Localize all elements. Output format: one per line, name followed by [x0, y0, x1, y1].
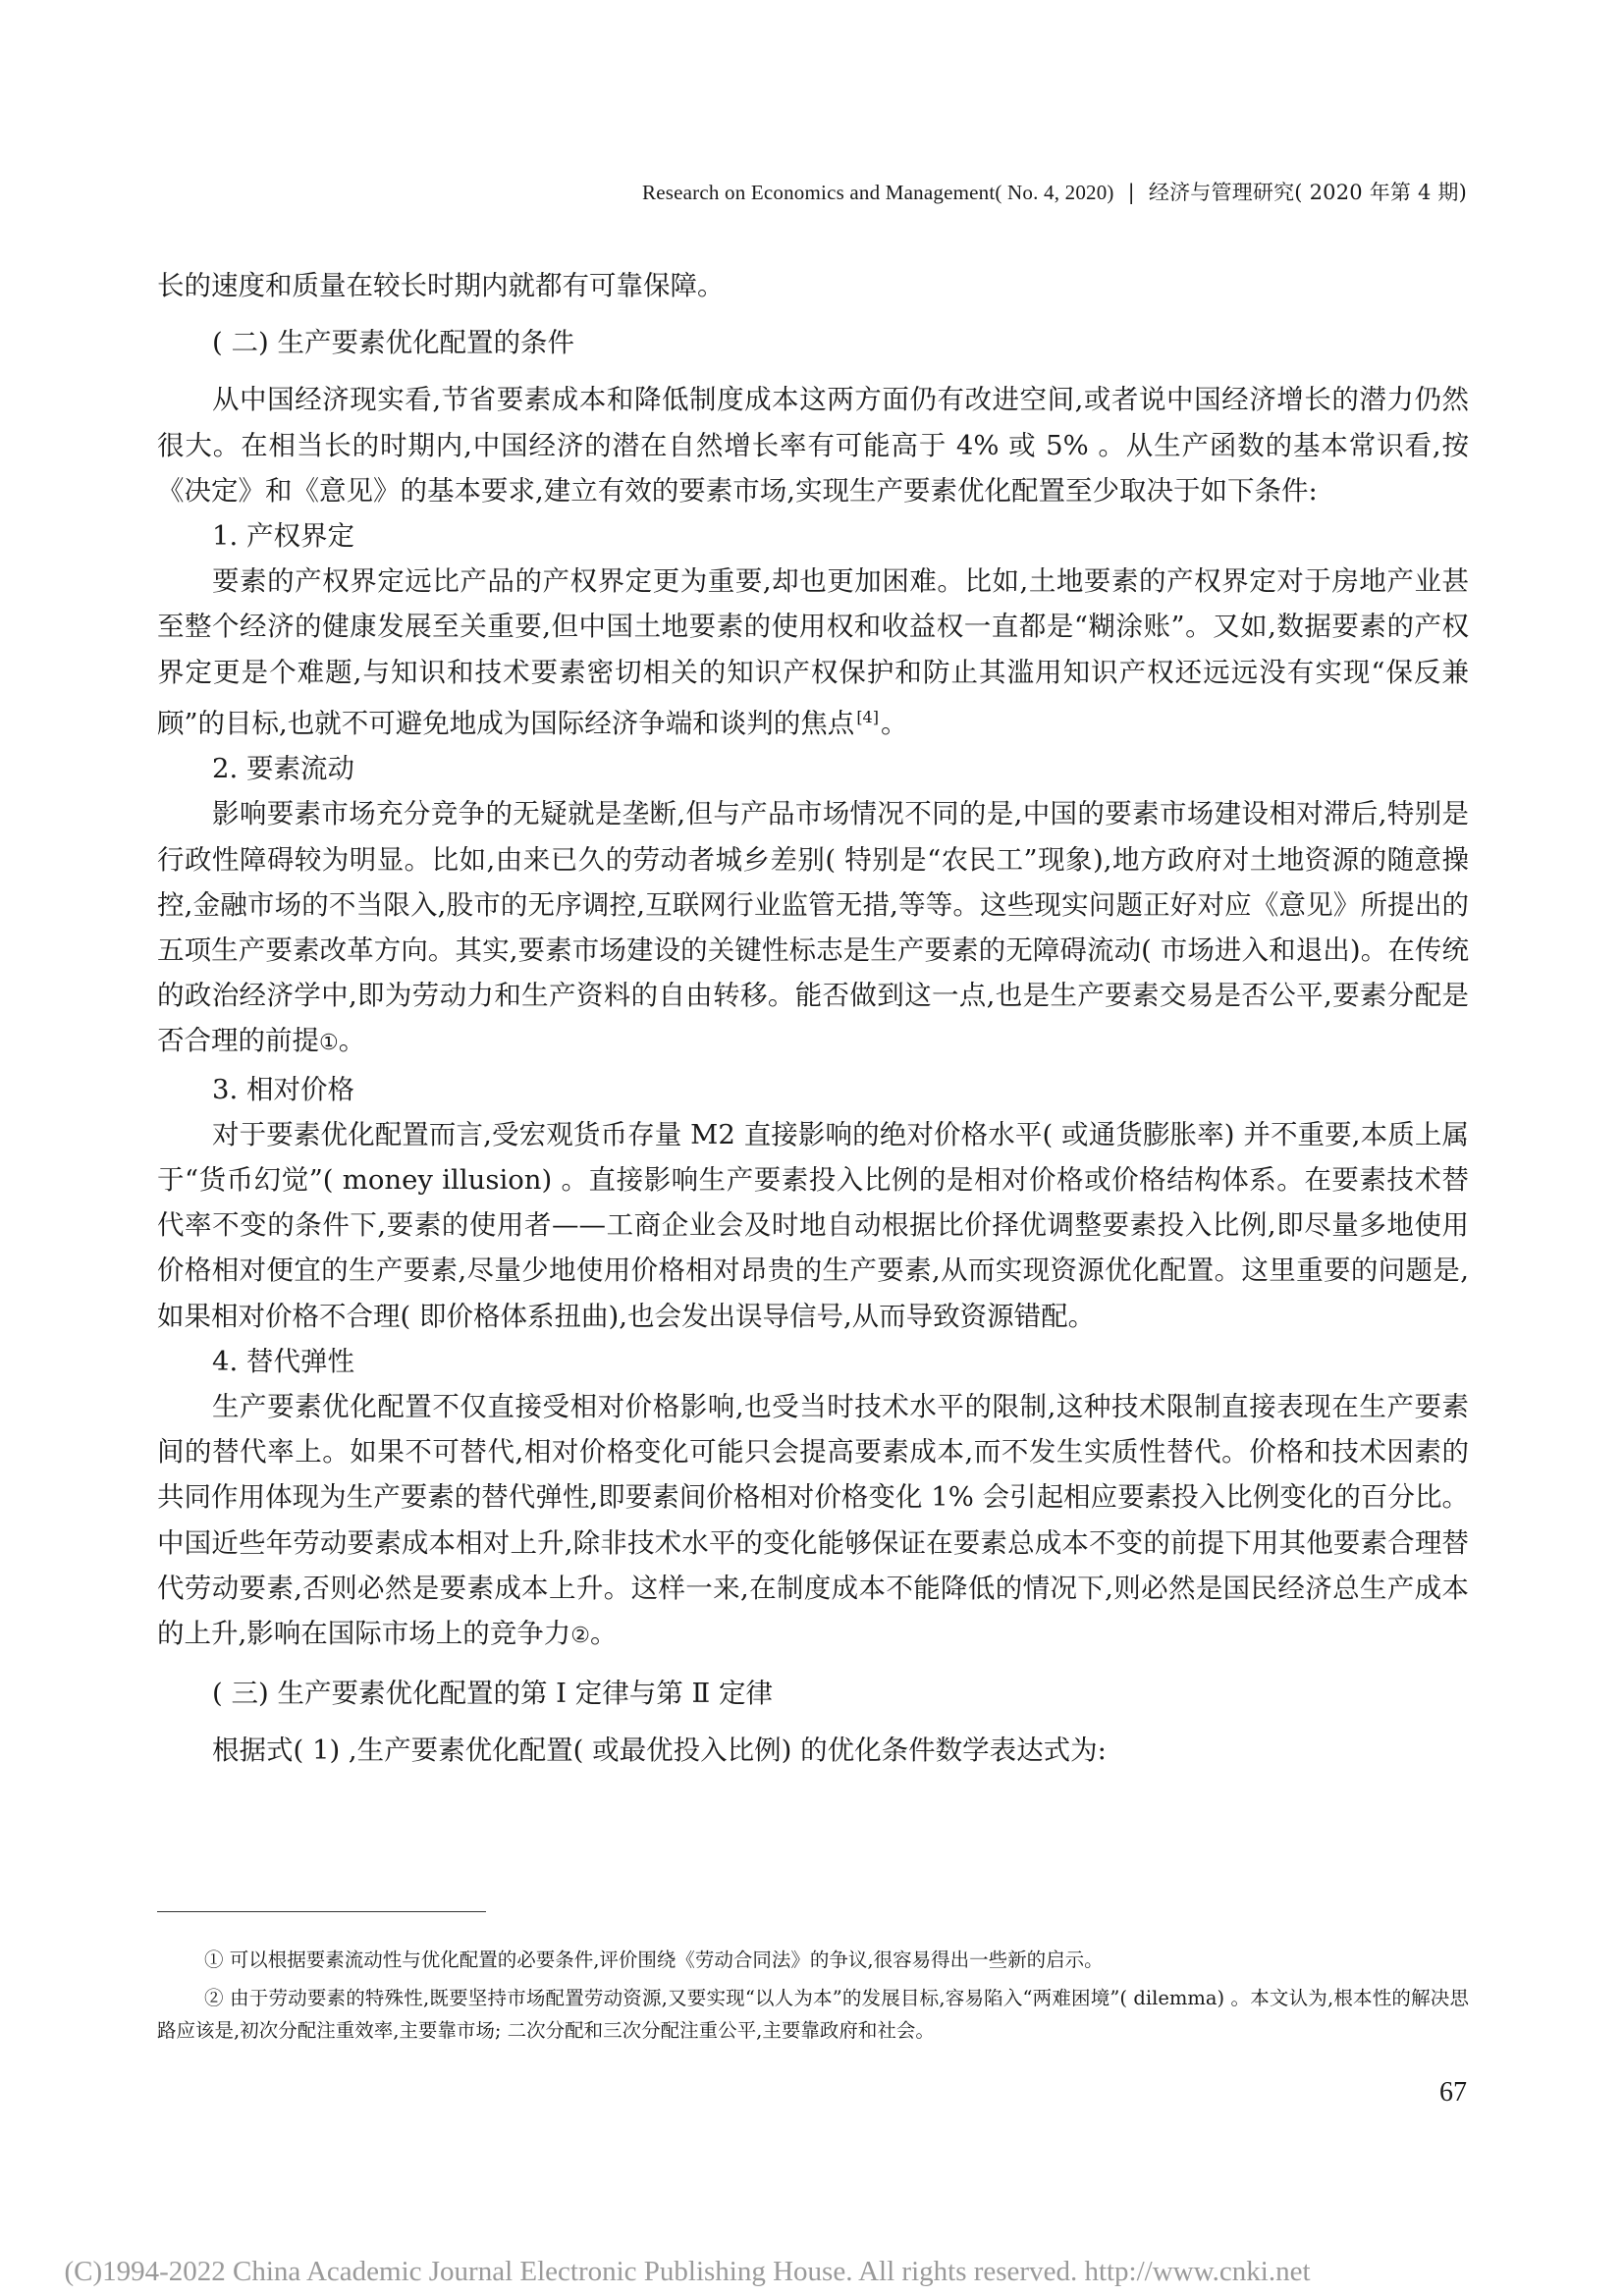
- footnotes: [157, 1944, 1469, 2053]
- subsection-heading: 2. 要素流动: [212, 753, 354, 785]
- paragraph-text: 生产要素优化配置不仅直接受相对价格影响,也受当时技术水平的限制,这种技术限制直接表现在生产要素间的替代率上。如果不可替代,相对价格变化可能只会提高要素成本,而不发生实质性替代。价格和技术因素的共同作用体现为生产要素的替代弹性,即要素间价格相对价格变化 1% 会引起相应要素投入比例变化的百分比。中国近些年劳动要素成本相对上升,除非技术水平的变化能够保证在要素总成本不变的前提下用其他要素合理替代劳动要素,否则必然是要素成本上升。这样一来,在制度成本不能降低的情况下,则必然是国民经济总生产成本的上升,影响在国际市场上的竞争力: [157, 1391, 1469, 1650]
- paragraph: [157, 1384, 1469, 1659]
- paragraph: [157, 791, 1469, 1066]
- footnote-divider: [157, 1911, 486, 1912]
- paragraph-end: 。: [338, 1025, 366, 1057]
- section-heading: ( 二) 生产要素优化配置的条件: [212, 327, 574, 359]
- journal-title-cn: 经济与管理研究( 2020 年第 4 期): [1148, 181, 1467, 204]
- citation-link[interactable]: [4]: [856, 707, 879, 726]
- paragraph-end: 。: [880, 707, 908, 739]
- footnote: ② 由于劳动要素的特殊性,既要坚持市场配置劳动资源,又要实现“以人为本”的发展目标,容易陷入“两难困境”( dilemma) 。本文认为,根本性的解决思路应该是,初次分配注重效率,主要靠市场; 二次分配和三次分配注重公平,主要靠政府和社会。: [157, 1987, 1469, 2042]
- footnote: ① 可以根据要素流动性与优化配置的必要条件,评价围绕《劳动合同法》的争议,很容易得出一些新的启示。: [204, 1949, 1104, 1971]
- running-header: [642, 177, 1467, 206]
- section-heading: ( 三) 生产要素优化配置的第 Ⅰ 定律与第 Ⅱ 定律: [212, 1678, 773, 1710]
- page-number: 67: [1439, 2077, 1467, 2108]
- footnote-marker[interactable]: ①: [319, 1031, 339, 1056]
- subsection-heading: 1. 产权界定: [212, 520, 354, 553]
- paragraph-text: 影响要素市场充分竞争的无疑就是垄断,但与产品市场情况不同的是,中国的要素市场建设相对滞后,特别是行政性障碍较为明显。比如,由来已久的劳动者城乡差别( 特别是“农民工”现象),地方政府对土地资源的随意操控,金融市场的不当限入,股市的无序调控,互联网行业监管无措,等等。这些现实问题正好对应《意见》所提出的五项生产要素改革方向。其实,要素市场建设的关键性标志是生产要素的无障碍流动( 市场进入和退出)。在传统的政治经济学中,即为劳动力和生产资料的自由转移。能否做到这一点,也是生产要素交易是否公平,要素分配是否合理的前提: [157, 798, 1469, 1057]
- copyright-notice: (C)1994-2022 China Academic Journal Electronic Publishing House. All rights reserved. http://www.cnki.net: [64, 2256, 1311, 2287]
- paragraph-end: 。: [589, 1618, 618, 1650]
- subsection-heading: 4. 替代弹性: [212, 1345, 354, 1377]
- paragraph: [157, 559, 1469, 746]
- journal-title-en: Research on Economics and Management( No. 4, 2020): [642, 181, 1114, 204]
- paragraph: 根据式( 1) ,生产要素优化配置( 或最优投入比例) 的优化条件数学表达式为:: [212, 1735, 1107, 1767]
- paragraph-text: 要素的产权界定远比产品的产权界定更为重要,却也更加困难。比如,土地要素的产权界定对于房地产业甚至整个经济的健康发展至关重要,但中国土地要素的使用权和收益权一直都是“糊涂账”。又如,数据要素的产权界定更是个难题,与知识和技术要素密切相关的知识产权保护和防止其滥用知识产权还远远没有实现“保反兼顾”的目标,也就不可避免地成为国际经济争端和谈判的焦点: [157, 565, 1469, 739]
- article-body: [157, 263, 1469, 1774]
- subsection-heading: 3. 相对价格: [212, 1073, 354, 1105]
- paragraph: 长的速度和质量在较长时期内就都有可靠保障。: [157, 270, 725, 301]
- footnote-marker[interactable]: ②: [570, 1624, 590, 1649]
- paragraph: 对于要素优化配置而言,受宏观货币存量 M2 直接影响的绝对价格水平( 或通货膨胀率) 并不重要,本质上属于“货币幻觉”( money illusion) 。直接影响生产要素投入比例的是相对价格或价格结构体系。在要素技术替代率不变的条件下,要素的使用者——工商企业会及时地自动根据比价择优调整要素投入比例,即尽量多地使用价格相对便宜的生产要素,尽量少地使用价格相对昂贵的生产要素,从而实现资源优化配置。这里重要的问题是,如果相对价格不合理( 即价格体系扭曲),也会发出误导信号,从而导致资源错配。: [157, 1118, 1469, 1332]
- header-separator: |: [1127, 181, 1135, 204]
- paragraph: 从中国经济现实看,节省要素成本和降低制度成本这两方面仍有改进空间,或者说中国经济增长的潜力仍然很大。在相当长的时期内,中国经济的潜在自然增长率有可能高于 4% 或 5% 。从生产函数的基本常识看,按《决定》和《意见》的基本要求,建立有效的要素市场,实现生产要素优化配置至少取决于如下条件:: [157, 384, 1469, 507]
